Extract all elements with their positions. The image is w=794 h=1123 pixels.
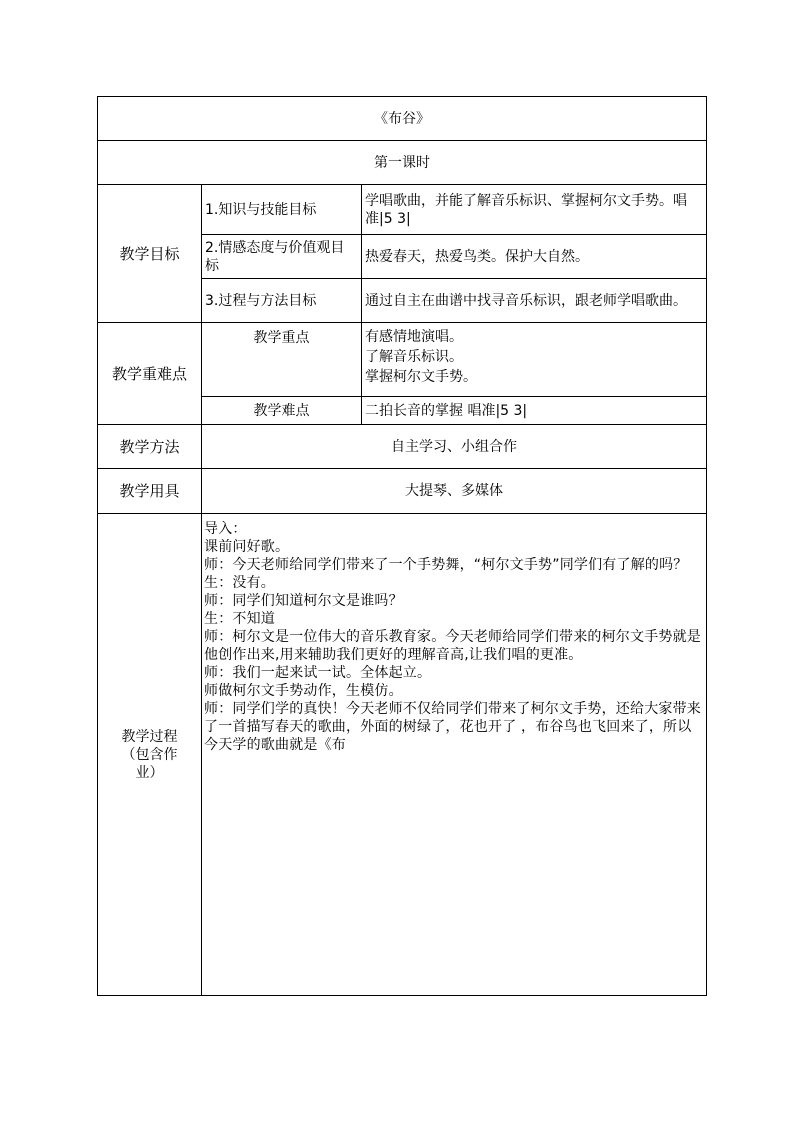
process-row xyxy=(98,514,707,996)
lesson-title: 《布谷》 xyxy=(98,97,707,141)
lesson-plan-table xyxy=(97,96,707,996)
focus-line: 了解音乐标识。 xyxy=(365,349,463,365)
process-label: 教学过程 xyxy=(121,728,178,745)
focus-row xyxy=(98,323,707,397)
lesson-period: 第一课时 xyxy=(98,141,707,185)
focus-label: 教学重点 xyxy=(202,323,362,397)
objective-row-1 xyxy=(98,185,707,235)
title-row xyxy=(98,97,707,141)
objective-name-1: 1.知识与技能目标 xyxy=(202,185,362,235)
process-line: 导入： xyxy=(204,521,247,537)
process-line: 师：我们一起来试一试。全体起立。 xyxy=(204,665,432,681)
process-line: 师：今天老师给同学们带来了一个手势舞，“柯尔文手势”同学们有了解的吗？ xyxy=(204,557,688,573)
tools-label: 教学用具 xyxy=(98,469,202,514)
tools-value: 大提琴、多媒体 xyxy=(202,469,707,514)
process-line: 师：柯尔文是一位伟大的音乐教育家。今天老师给同学们带来的柯尔文手势就是他创作出来,用来辅助我们更好的理解音高,让我们唱的更准。 xyxy=(204,629,701,663)
method-row xyxy=(98,425,707,469)
tools-row xyxy=(98,469,707,514)
process-line: 师：同学们学的真快！今天老师不仅给同学们带来了柯尔文手势，还给大家带来了一首描写春天的歌曲，外面的树绿了，花也开了 ，布谷鸟也飞回来了，所以今天学的歌曲就是《布 xyxy=(204,701,701,753)
lesson-row xyxy=(98,141,707,185)
process-label-cell xyxy=(98,514,202,996)
difficulty-content: 二拍长音的掌握 唱准|5 3| xyxy=(362,397,707,425)
objective-content-1: 学唱歌曲，并能了解音乐标识、掌握柯尔文手势。唱准|5 3| xyxy=(362,185,707,235)
focus-content xyxy=(362,323,707,397)
objective-content-3: 通过自主在曲谱中找寻音乐标识，跟老师学唱歌曲。 xyxy=(362,279,707,323)
process-line: 生：不知道 xyxy=(204,611,275,627)
method-label: 教学方法 xyxy=(98,425,202,469)
process-line: 师：同学们知道柯尔文是谁吗？ xyxy=(204,593,403,609)
objectives-label: 教学目标 xyxy=(98,185,202,323)
process-line: 师做柯尔文手势动作，生模仿。 xyxy=(204,683,403,699)
process-content xyxy=(202,514,707,996)
objective-content-2: 热爱春天，热爱鸟类。保护大自然。 xyxy=(362,235,707,279)
objective-name-3: 3.过程与方法目标 xyxy=(202,279,362,323)
focus-line: 掌握柯尔文手势。 xyxy=(365,369,477,385)
process-sublabel: （包含作业） xyxy=(121,746,178,781)
objective-name-2: 2.情感态度与价值观目标 xyxy=(202,235,362,279)
key-points-label: 教学重难点 xyxy=(98,323,202,425)
method-value: 自主学习、小组合作 xyxy=(202,425,707,469)
process-line: 课前问好歌。 xyxy=(204,539,290,555)
focus-line: 有感情地演唱。 xyxy=(365,329,463,345)
difficulty-label: 教学难点 xyxy=(202,397,362,425)
process-line: 生：没有。 xyxy=(204,575,275,591)
